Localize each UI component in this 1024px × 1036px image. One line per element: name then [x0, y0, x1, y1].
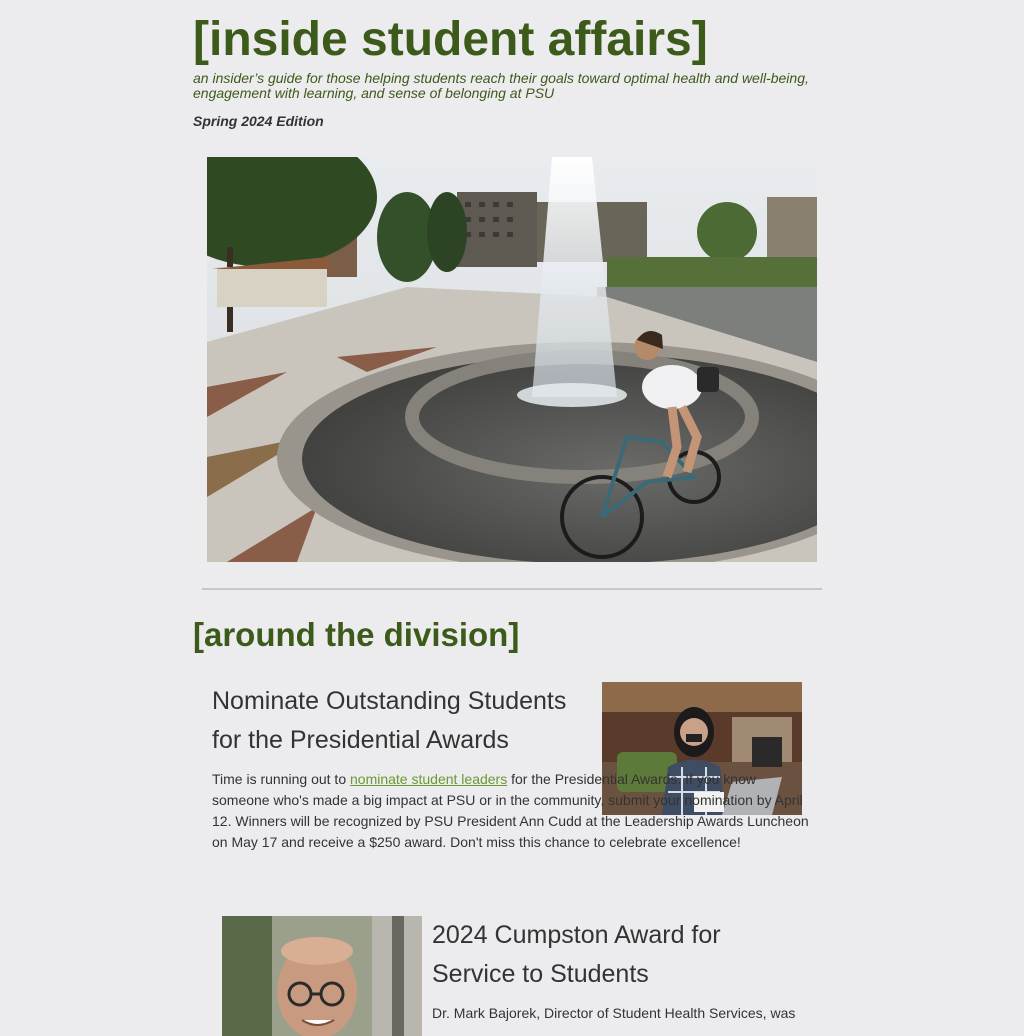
section-divider	[202, 588, 822, 590]
article-heading-presidential-awards: Nominate Outstanding Students for the Presidential Awards	[212, 687, 567, 754]
edition-label: Spring 2024 Edition	[193, 113, 324, 129]
article-heading-cumpston-award: 2024 Cumpston Award for Service to Students	[432, 921, 721, 988]
article-body-presidential-awards: Time is running out to nominate student leaders for the Presidential Awards. If you know someone who's made a big impact at PSU or in the community, submit your nomination by April 12. Winners will be recognized by PSU President Ann Cudd at the Leadership Awards Luncheon on May 17 and receive a $250 award. Don't miss this chance to celebrate excellence!	[212, 771, 809, 850]
article-image-mark-bajorek-portrait	[222, 916, 422, 1036]
hero-image-fountain-cyclist	[207, 157, 817, 562]
article-body-cumpston-award: Dr. Mark Bajorek, Director of Student Health Services, was	[432, 1005, 796, 1021]
section-title: [around the division]	[193, 616, 520, 653]
newsletter-title: [inside student affairs]	[193, 13, 708, 66]
nominate-student-leaders-link[interactable]: nominate student leaders	[350, 771, 508, 787]
newsletter-tagline: an insider’s guide for those helping students reach their goals toward optimal health and well-being, engagement with learning, and sense of belonging at PSU	[193, 70, 809, 101]
